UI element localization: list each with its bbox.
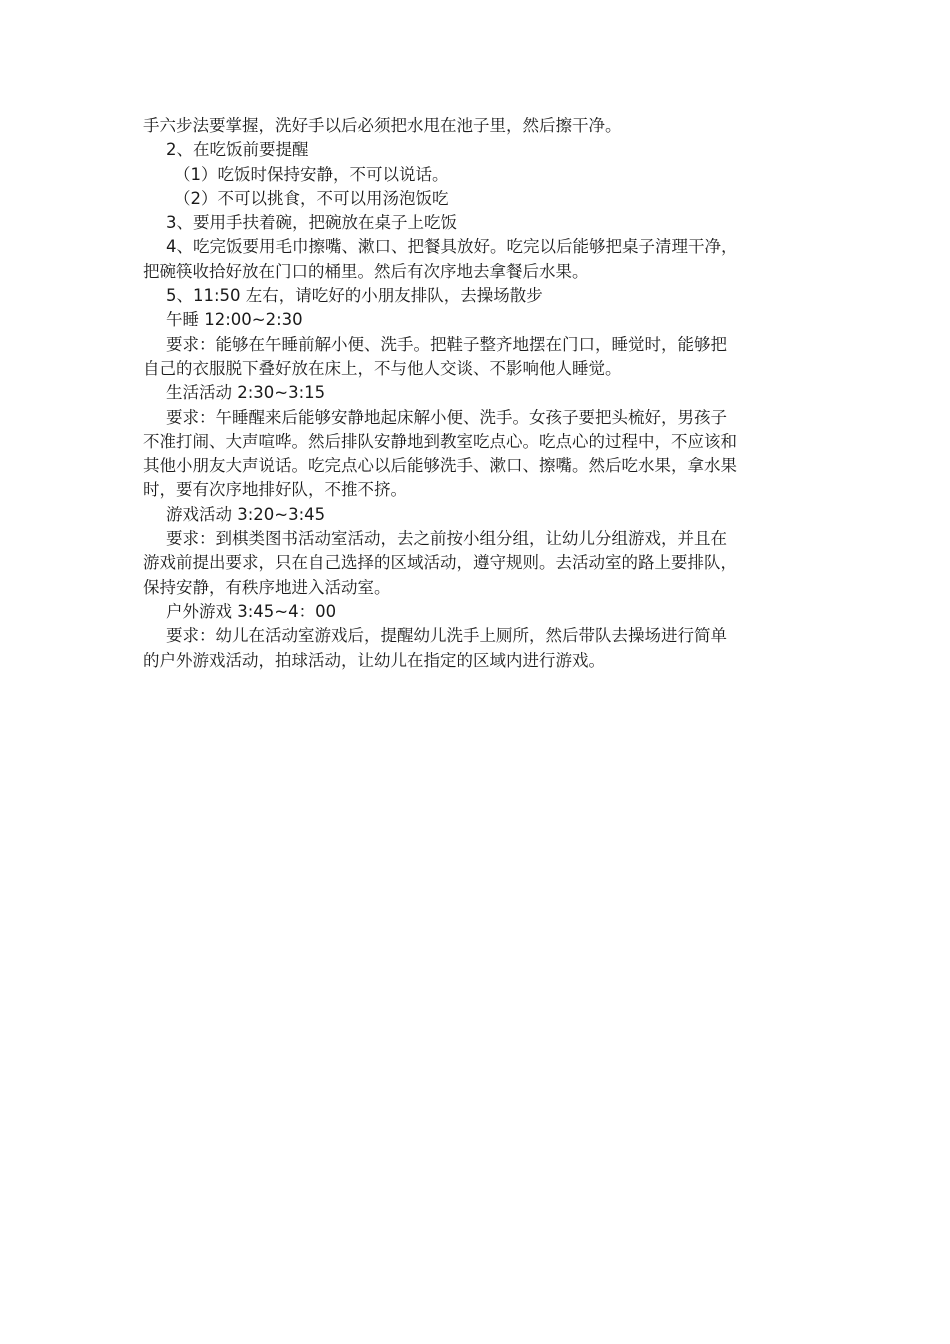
paragraph-line: 手六步法要掌握，洗好手以后必须把水甩在池子里，然后擦干净。 <box>143 116 622 135</box>
paragraph-line: 保持安静，有秩序地进入活动室。 <box>143 577 391 597</box>
sub-list-item: （1）吃饭时保持安静，不可以说话。 <box>174 164 449 184</box>
paragraph-line: 要求：幼儿在活动室游戏后，提醒幼儿洗手上厕所，然后带队去操场进行简单 <box>166 626 727 646</box>
paragraph-line: 时，要有次序地排好队，不推不挤。 <box>143 480 407 500</box>
sub-list-item: （2）不可以挑食，不可以用汤泡饭吃 <box>174 188 449 208</box>
document-body <box>143 114 809 673</box>
list-item: 5、11:50 左右，请吃好的小朋友排队，去操场散步 <box>166 286 543 306</box>
paragraph-line: 其他小朋友大声说话。吃完点心以后能够洗手、漱口、擦嘴。然后吃水果，拿水果 <box>143 456 737 476</box>
paragraph-line: 把碗筷收拾好放在门口的桶里。然后有次序地去拿餐后水果。 <box>143 261 589 281</box>
paragraph-line: 要求：能够在午睡前解小便、洗手。把鞋子整齐地摆在门口，睡觉时，能够把 <box>166 334 727 354</box>
section-heading-game: 游戏活动 3:20~3:45 <box>166 504 326 524</box>
list-item-heading: 2、在吃饭前要提醒 <box>166 140 309 160</box>
paragraph-line: 自己的衣服脱下叠好放在床上，不与他人交谈、不影响他人睡觉。 <box>143 358 622 378</box>
section-heading-life: 生活活动 2:30~3:15 <box>166 383 326 403</box>
paragraph-line: 要求：午睡醒来后能够安静地起床解小便、洗手。女孩子要把头梳好，男孩子 <box>166 407 727 427</box>
list-item: 3、要用手扶着碗，把碗放在桌子上吃饭 <box>166 213 457 233</box>
section-heading-outdoor: 户外游戏 3:45~4：00 <box>166 601 337 621</box>
paragraph-line: 不准打闹、大声喧哗。然后排队安静地到教室吃点心。吃点心的过程中，不应该和 <box>143 431 737 451</box>
paragraph-line: 要求：到棋类图书活动室活动，去之前按小组分组，让幼儿分组游戏，并且在 <box>166 529 727 549</box>
paragraph-line: 的户外游戏活动，拍球活动，让幼儿在指定的区域内进行游戏。 <box>143 650 605 670</box>
section-heading-nap: 午睡 12:00~2:30 <box>166 310 303 330</box>
list-item: 4、吃完饭要用毛巾擦嘴、漱口、把餐具放好。吃完以后能够把桌子清理干净， <box>166 237 738 257</box>
paragraph-line: 游戏前提出要求，只在自己选择的区域活动，遵守规则。去活动室的路上要排队， <box>143 553 737 573</box>
